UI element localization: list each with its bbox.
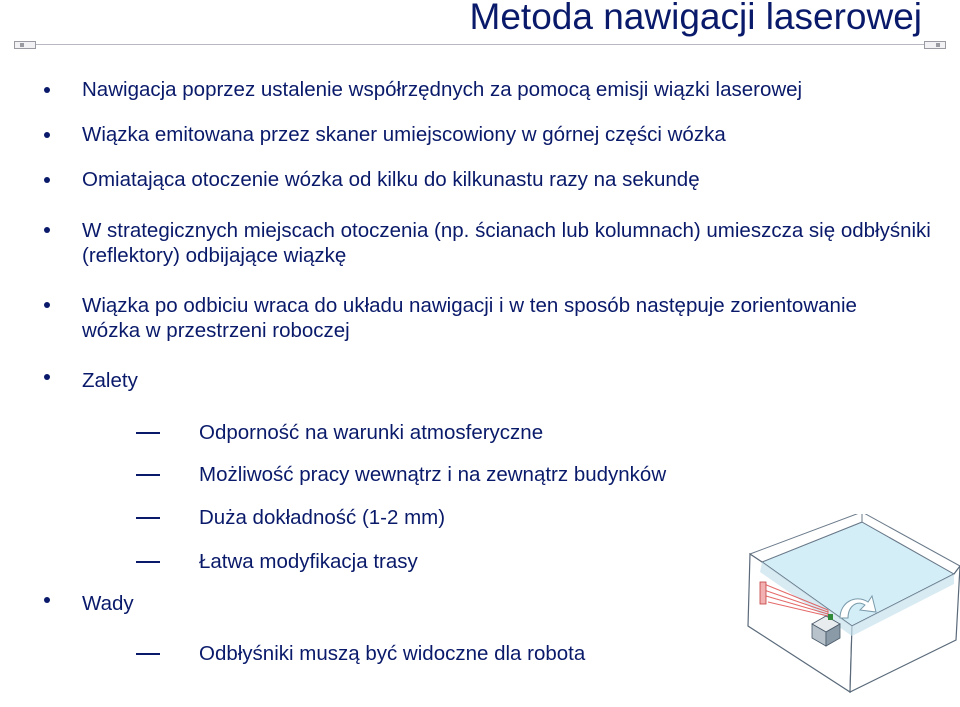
slide-title: Metoda nawigacji laserowej [469,0,922,37]
disadvantage-item: Odbłyśniki muszą być widoczne dla robota [199,642,586,665]
sub-dash [136,474,160,476]
bullet-text: Wiązka emitowana przez skaner umiejscowiony w górnej części wózka [82,123,726,146]
advantages-label: Zalety [82,369,138,392]
sub-dash [136,517,160,519]
advantage-item: Możliwość pracy wewnątrz i na zewnątrz budynków [199,463,667,486]
advantage-item: Duża dokładność (1-2 mm) [199,506,446,529]
divider-right-ornament [924,41,946,49]
disadvantages-label: Wady [82,592,134,615]
bullet-marker [44,374,50,380]
sub-dash [136,561,160,563]
bullet-text: W strategicznych miejscach otoczenia (np. ścianach lub kolumnach) umieszcza się odbłyśniki (reflektory) odbijające wiązkę [82,219,931,267]
advantage-item: Łatwa modyfikacja trasy [199,550,418,573]
bullet-text: Wiązka po odbiciu wraca do układu nawigacji i w ten sposób następuje zorientowanie wózka w przestrzeni roboczej [82,294,857,342]
divider-left-ornament [14,41,36,49]
bullet-marker [44,597,50,603]
bullet-marker [44,87,50,93]
title-divider [14,41,946,48]
bullet-text: Nawigacja poprzez ustalenie współrzędnych za pomocą emisji wiązki laserowej [82,78,803,101]
bullet-marker [44,132,50,138]
reflector [760,582,766,604]
advantage-item: Odporność na warunki atmosferyczne [199,421,544,444]
bullet-marker [44,302,50,308]
sub-dash [136,432,160,434]
bullet-marker [44,227,50,233]
sub-dash [136,653,160,655]
bullet-text: Omiatająca otoczenie wózka od kilku do kilkunastu razy na sekundę [82,168,700,191]
bullet-marker [44,177,50,183]
laser-navigation-illustration [744,514,960,707]
